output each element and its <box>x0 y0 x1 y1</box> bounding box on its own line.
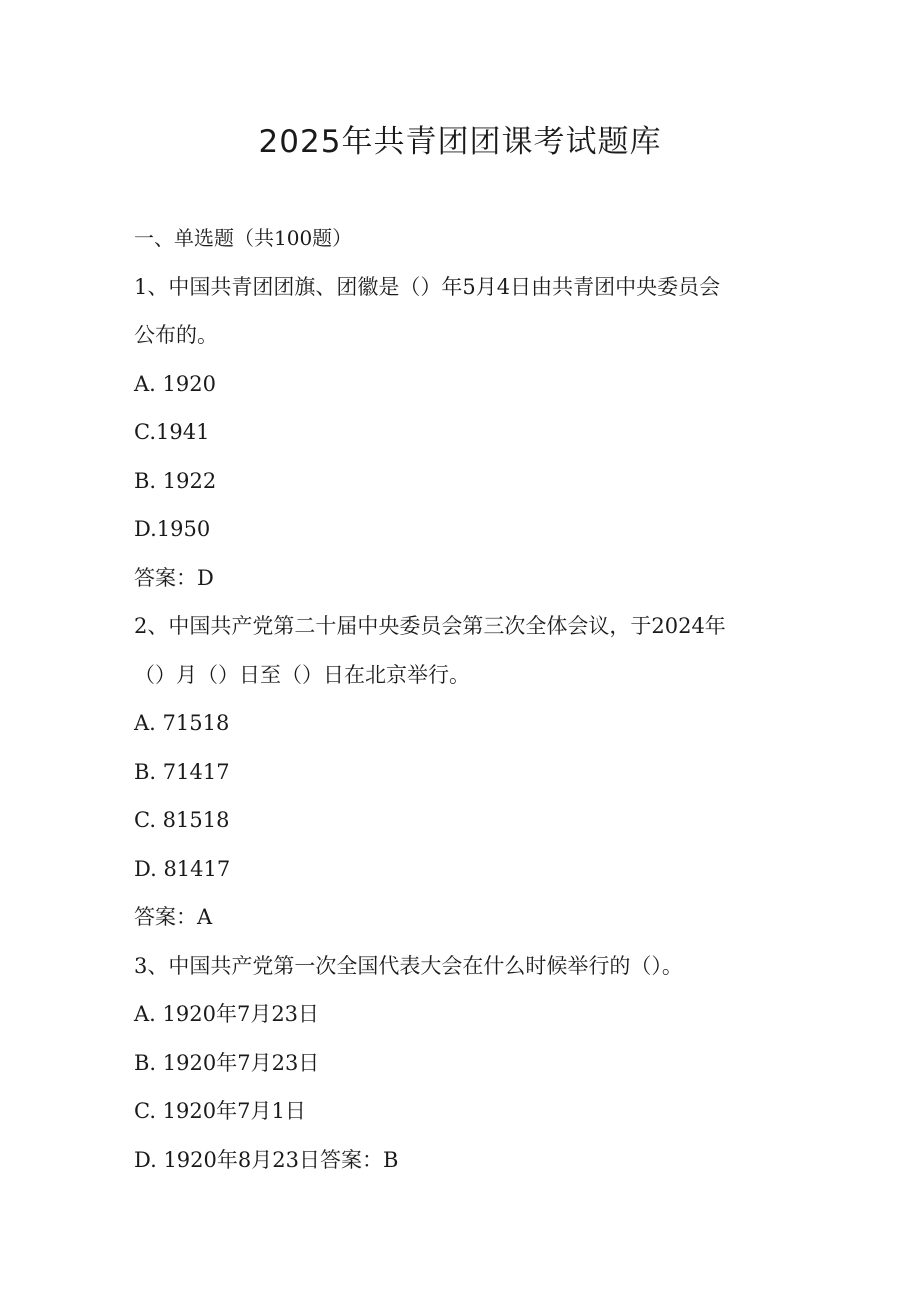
question-2-answer: 答案：A <box>134 905 213 929</box>
question-list <box>134 214 794 1184</box>
question-3-option: B. 1920年7月23日 <box>134 1050 320 1075</box>
question-2-option: C. 81518 <box>134 808 230 832</box>
document-title: 2025年共青团团课考试题库 <box>258 124 662 160</box>
question-1-option: A. 1920 <box>134 371 216 396</box>
question-3-option: C. 1920年7月1日 <box>134 1099 306 1123</box>
question-3-option: A. 1920年7月23日 <box>134 1002 320 1026</box>
question-2-stem-line-2: （）月（）日至（）日在北京举行。 <box>134 662 470 687</box>
question-2-option: A. 71518 <box>134 711 230 735</box>
section-heading: 一、单选题（共100题） <box>134 226 353 250</box>
question-1-answer: 答案：D <box>134 565 214 590</box>
question-2-stem-line-1: 2、中国共产党第二十届中央委员会第三次全体会议，于2024年 <box>134 614 726 638</box>
question-1-stem-line-1: 1、中国共青团团旗、团徽是（）年5月4日由共青团中央委员会 <box>134 274 721 299</box>
question-2-option: D. 81417 <box>134 856 231 881</box>
question-1-option: D.1950 <box>134 517 211 541</box>
question-3-option-with-answer: D. 1920年8月23日答案：B <box>134 1147 399 1172</box>
question-1-stem-line-2: 公布的。 <box>134 323 218 347</box>
question-1-option: B. 1922 <box>134 468 217 493</box>
question-3-stem: 3、中国共产党第一次全国代表大会在什么时候举行的（）。 <box>134 953 683 978</box>
question-2-option: B. 71417 <box>134 759 230 784</box>
question-1-option: C.1941 <box>134 420 210 444</box>
